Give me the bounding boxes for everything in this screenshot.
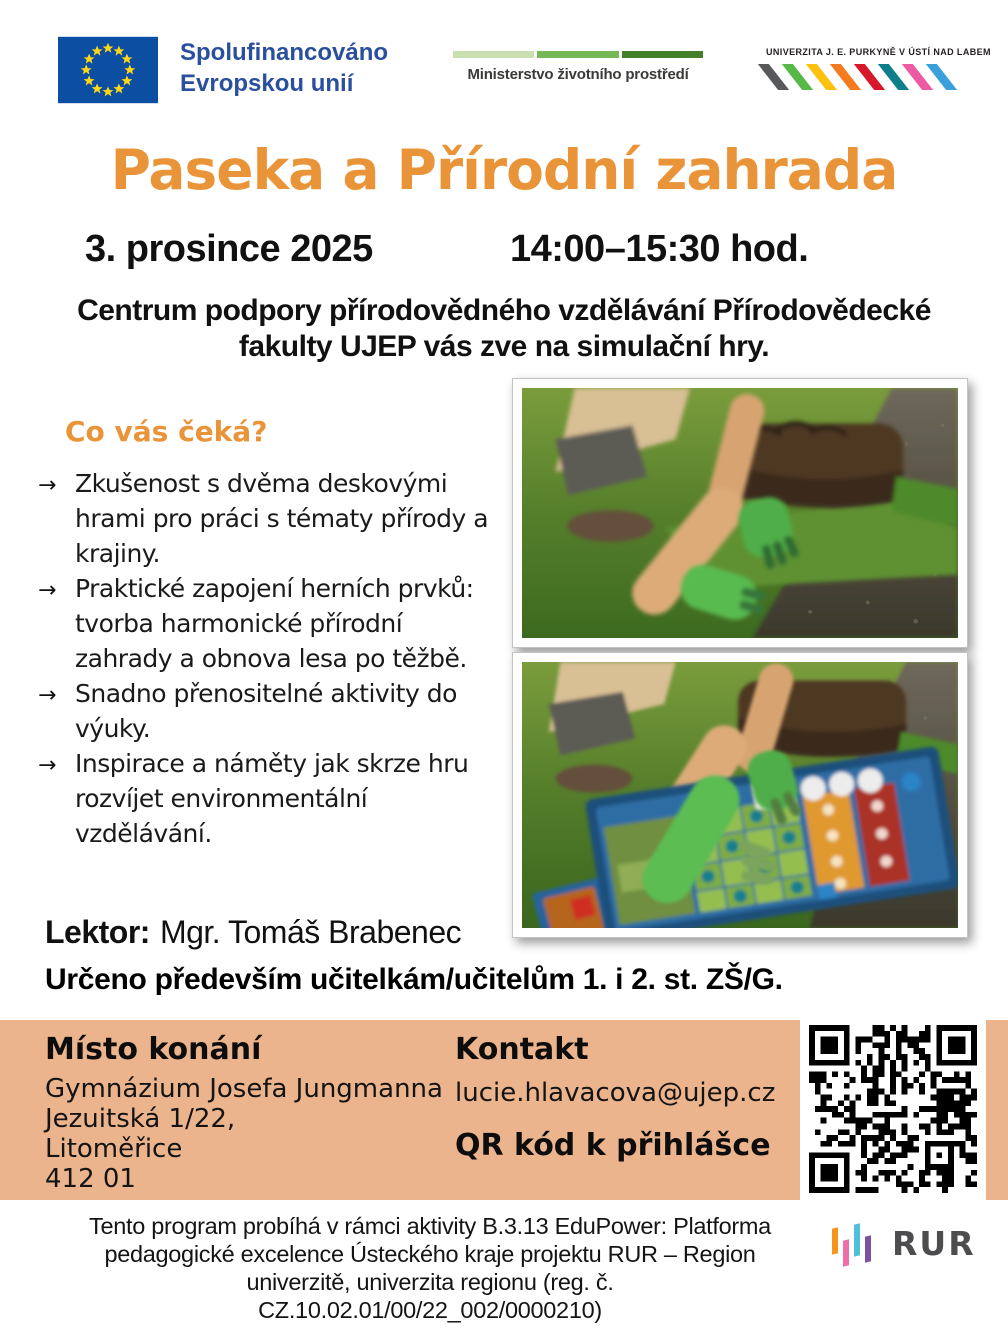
ministry-bars-icon <box>453 51 703 58</box>
footer-line: pedagogické excelence Ústeckého kraje projektu RUR – Region <box>104 1241 756 1267</box>
rur-logo <box>832 1222 976 1274</box>
agenda-item-text: Praktické zapojení herních prvků: tvorba harmonické přírodní zahrady a obnova lesa po těžbě. <box>75 574 474 673</box>
photo-board-game <box>512 652 968 938</box>
lecturer-row <box>45 914 461 951</box>
venue-address-line: Gymnázium Josefa Jungmanna <box>45 1074 443 1104</box>
agenda-item <box>38 571 500 676</box>
ujep-logo <box>766 47 991 90</box>
rur-bar <box>865 1235 871 1263</box>
footer-line: CZ.10.02.01/00/22_002/0000210) <box>258 1297 602 1323</box>
rur-bar <box>843 1239 849 1267</box>
agenda-item <box>38 676 500 746</box>
subtitle <box>0 293 1008 365</box>
agenda-item-text: Zkušenost s dvěma deskovými hrami pro práci s tématy přírody a krajiny. <box>75 469 489 568</box>
bullet-arrow-icon: → <box>38 753 56 778</box>
venue-address <box>45 1074 443 1194</box>
rur-logo-bars-icon <box>832 1222 880 1274</box>
footer-line: Tento program probíhá v rámci aktivity B.3.13 EduPower: Platforma <box>89 1213 771 1239</box>
rur-logo-text: RUR <box>892 1224 976 1263</box>
ministry-bar <box>622 51 703 58</box>
ministry-bar <box>537 51 618 58</box>
bullet-arrow-icon: → <box>38 473 56 498</box>
bullet-arrow-icon: → <box>38 683 56 708</box>
venue-address-line: 412 01 <box>45 1164 136 1194</box>
agenda-item-text: Inspirace a náměty jak skrze hru rozvíjet environmentální vzdělávání. <box>75 749 469 848</box>
event-date: 3. prosince 2025 <box>85 228 373 270</box>
eu-logo-line2: Evropskou unií <box>180 70 354 97</box>
agenda-list <box>38 466 500 851</box>
eu-logo-text <box>180 37 388 99</box>
eu-flag-icon <box>58 35 158 105</box>
lecturer-name: Mgr. Tomáš Brabenec <box>159 914 462 950</box>
ujep-label: UNIVERZITA J. E. PURKYNĚ V ÚSTÍ NAD LABEM <box>766 47 991 57</box>
event-time: 14:00–15:30 hod. <box>510 228 809 270</box>
ministry-label: Ministerstvo životního prostředí <box>467 66 689 83</box>
contact-email: lucie.hlavacova@ujep.cz <box>455 1078 776 1108</box>
agenda-item-text: Snadno přenositelné aktivity do výuky. <box>75 679 457 743</box>
qr-code <box>800 1016 986 1202</box>
qr-label: QR kód k přihlášce <box>455 1128 771 1163</box>
audience-note: Určeno především učitelkám/učitelům 1. i 2. st. ZŠ/G. <box>45 963 783 996</box>
contact-heading: Kontakt <box>455 1032 589 1067</box>
agenda-heading: Co vás čeká? <box>65 415 268 448</box>
subtitle-line1: Centrum podpory přírodovědného vzdělávání Přírodovědecké <box>77 294 931 327</box>
photo-turf-laying <box>512 378 968 648</box>
rur-bar <box>832 1227 838 1255</box>
footer-note <box>40 1212 820 1324</box>
venue-address-line: Jezuitská 1/22, <box>45 1104 236 1134</box>
venue-heading: Místo konání <box>45 1032 262 1067</box>
bullet-arrow-icon: → <box>38 578 56 603</box>
rur-bar <box>854 1223 860 1257</box>
subtitle-line2: fakulty UJEP vás zve na simulační hry. <box>238 330 770 363</box>
venue-address-line: Litoměřice <box>45 1134 183 1164</box>
agenda-item <box>38 466 500 571</box>
agenda-item <box>38 746 500 851</box>
ujep-stripes-icon <box>768 64 966 90</box>
ministry-logo <box>453 51 703 83</box>
ministry-bar <box>453 51 534 58</box>
eu-logo-line1: Spolufinancováno <box>180 39 389 66</box>
lecturer-label: Lektor: <box>45 914 150 950</box>
footer-line: univerzitě, univerzita regionu (reg. č. <box>246 1269 614 1295</box>
page-title: Paseka a Přírodní zahrada <box>110 138 898 202</box>
